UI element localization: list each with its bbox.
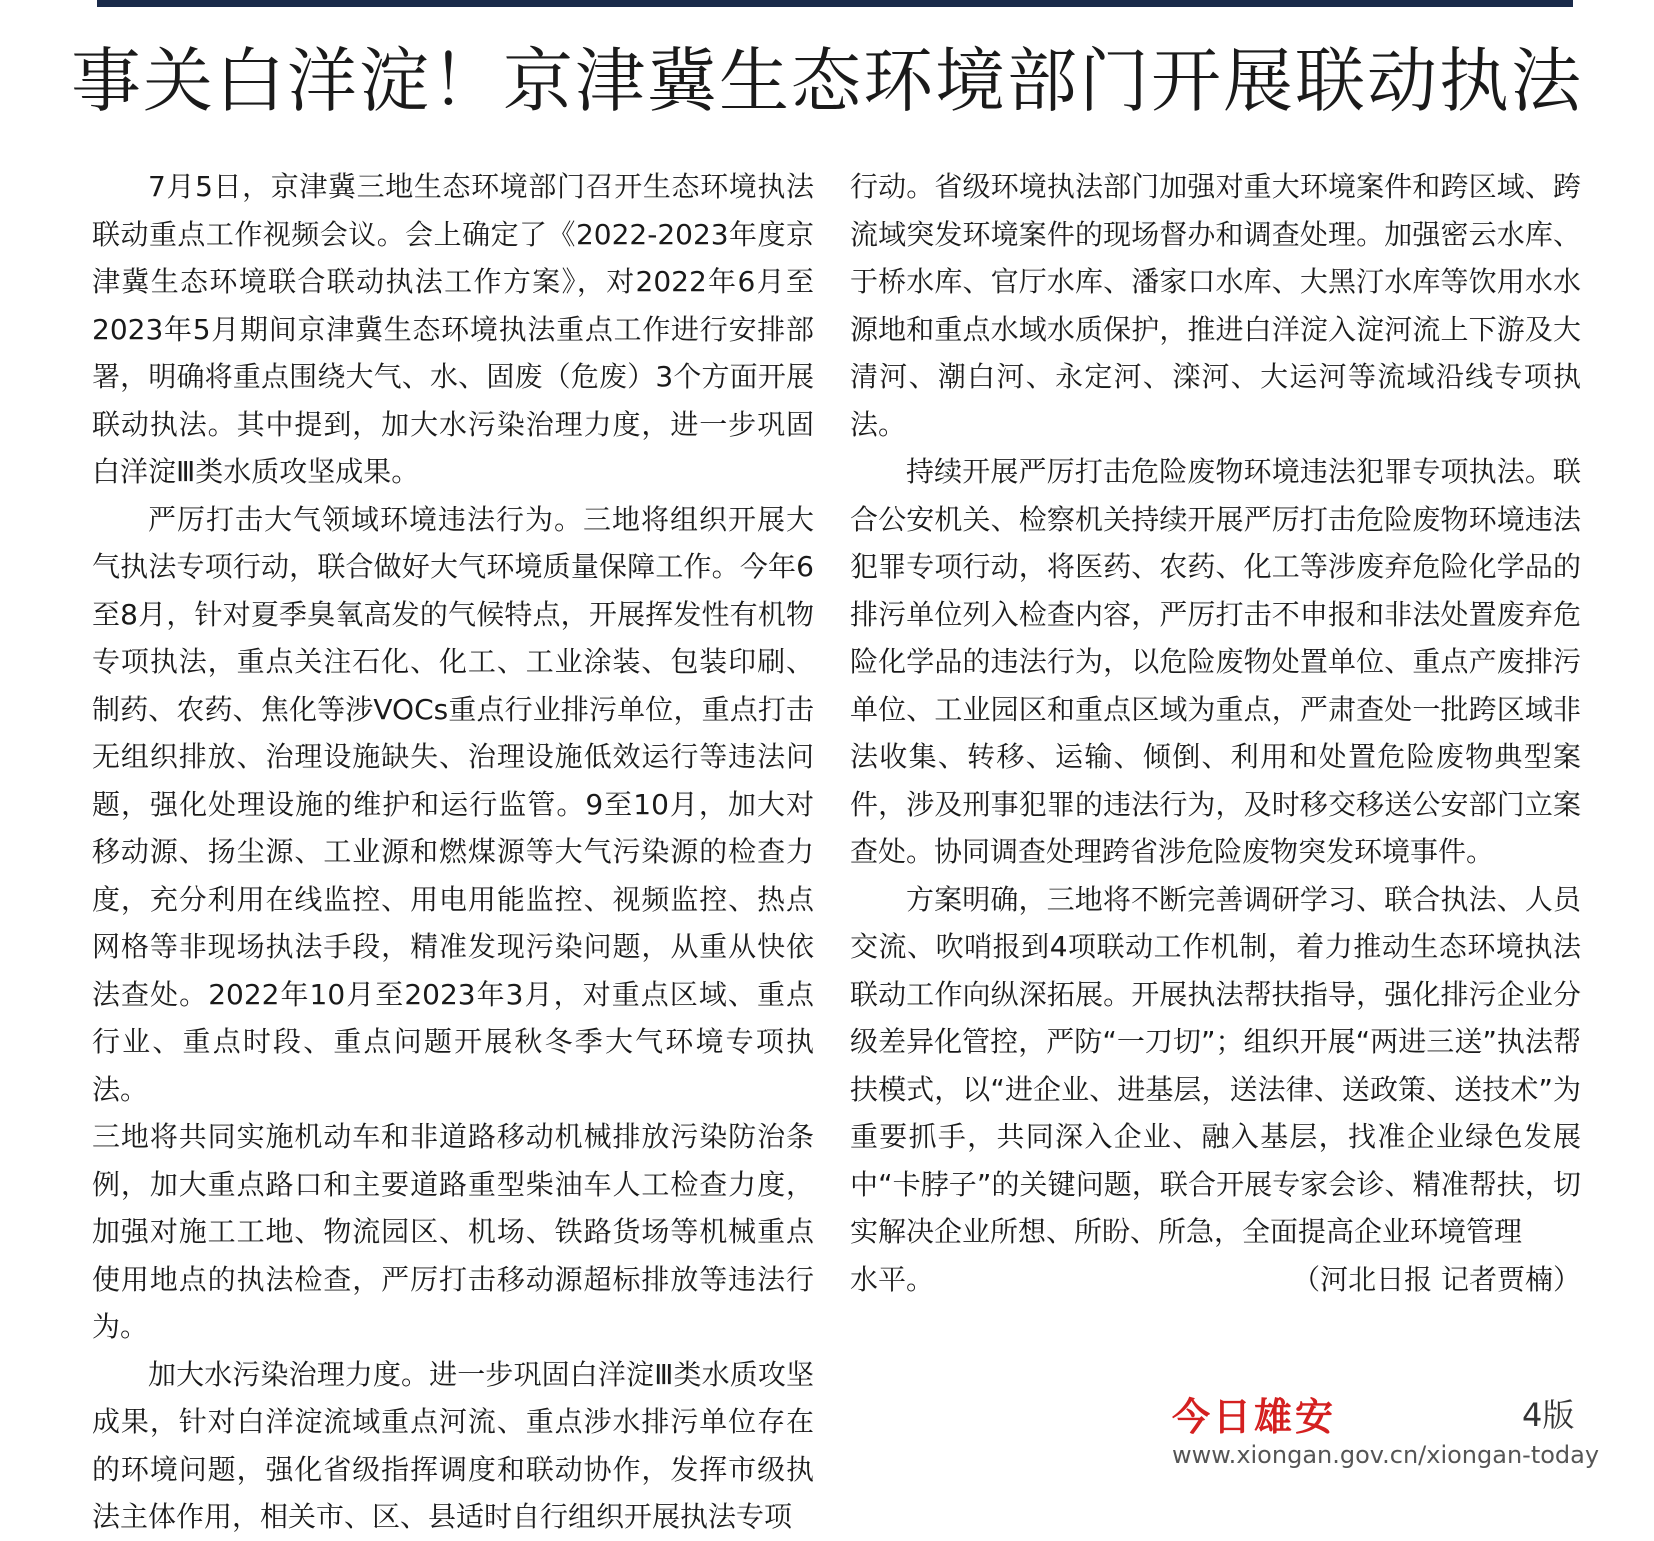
publication-url: www.xiongan.gov.cn/xiongan-today (1172, 1441, 1600, 1469)
article-headline: 事关白洋淀！京津冀生态环境部门开展联动执法 (71, 40, 1583, 122)
publication-logo: 今日雄安 (1172, 1394, 1337, 1439)
paragraph-last-line: 水平。 (850, 1262, 935, 1296)
paragraph-vehicle-enforcement: 三地将共同实施机动车和非道路移动机械排放污染防治条例，加大重点路口和主要道路重型柴油车人工检查力度，加强对施工工地、物流园区、机场、铁路货场等机械重点使用地点的执法检查，严厉打击移动源超标排放等违法行为。 (92, 1120, 814, 1343)
page-number: 4版 (1522, 1396, 1575, 1434)
paragraph-air-enforcement: 严厉打击大气领域环境违法行为。三地将组织开展大气执法专项行动，联合做好大气环境质量保障工作。今年6至8月，针对夏季臭氧高发的气候特点，开展挥发性有机物专项执法，重点关注石化、化工、工业涂装、包装印刷、制药、农药、焦化等涉VOCs重点行业排污单位，重点打击无组织排放、治理设施缺失、治理设施低效运行等违法问题，强化处理设施的维护和运行监管。9至10月，加大对移动源、扬尘源、工业源和燃煤源等大气污染源的检查力度，充分利用在线监控、用电用能监控、视频监控、热点网格等非现场执法手段，精准发现污染问题，从重从快依法查处。2022年10月至2023年3月，对重点区域、重点行业、重点时段、重点问题开展秋冬季大气环境专项执法。 (92, 502, 814, 1106)
closing-line (850, 1256, 1581, 1304)
article-column-right (850, 163, 1581, 1303)
top-rule (97, 0, 1573, 7)
paragraph-mechanism: 方案明确，三地将不断完善调研学习、联合执法、人员交流、吹哨报到4项联动工作机制，着力推动生态环境执法联动工作向纵深拓展。开展执法帮扶指导，强化排污企业分级差异化管控，严防“一刀切”；组织开展“两进三送”执法帮扶模式，以“进企业、进基层，送法律、送政策、送技术”为重要抓手，共同深入企业、融入基层，找准企业绿色发展中“卡脖子”的关键问题，联合开展专家会诊、精准帮扶，切实解决企业所想、所盼、所急，全面提高企业环境管理 (850, 882, 1581, 1248)
paragraph-intro: 7月5日，京津冀三地生态环境部门召开生态环境执法联动重点工作视频会议。会上确定了《2022-2023年度京津冀生态环境联合联动执法工作方案》，对2022年6月至2023年5月期间京津冀生态环境执法重点工作进行安排部署，明确将重点围绕大气、水、固废（危废）3个方面开展联动执法。其中提到，加大水污染治理力度，进一步巩固白洋淀Ⅲ类水质攻坚成果。 (92, 170, 814, 488)
article-column-left (92, 163, 814, 1541)
paragraph-water-continued: 行动。省级环境执法部门加强对重大环境案件和跨区域、跨流域突发环境案件的现场督办和调查处理。加强密云水库、于桥水库、官厅水库、潘家口水库、大黑汀水库等饮用水水源地和重点水域水质保护，推进白洋淀入淀河流上下游及大清河、潮白河、永定河、滦河、大运河等流域沿线专项执法。 (850, 170, 1581, 441)
paragraph-hazardous-waste: 持续开展严厉打击危险废物环境违法犯罪专项执法。联合公安机关、检察机关持续开展严厉打击危险废物环境违法犯罪专项行动，将医药、农药、化工等涉废弃危险化学品的排污单位列入检查内容，严厉打击不申报和非法处置废弃危险化学品的违法行为，以危险废物处置单位、重点产废排污单位、工业园区和重点区域为重点，严肃查处一批跨区域非法收集、转移、运输、倾倒、利用和处置危险废物典型案件，涉及刑事犯罪的违法行为，及时移交移送公安部门立案查处。协同调查处理跨省涉危险废物突发环境事件。 (850, 455, 1581, 868)
paragraph-water-enforcement: 加大水污染治理力度。进一步巩固白洋淀Ⅲ类水质攻坚成果，针对白洋淀流域重点河流、重点涉水排污单位存在的环境问题，强化省级指挥调度和联动协作，发挥市级执法主体作用，相关市、区、县适时自行组织开展执法专项 (92, 1357, 814, 1533)
byline: （河北日报 记者贾楠） (1292, 1262, 1581, 1296)
